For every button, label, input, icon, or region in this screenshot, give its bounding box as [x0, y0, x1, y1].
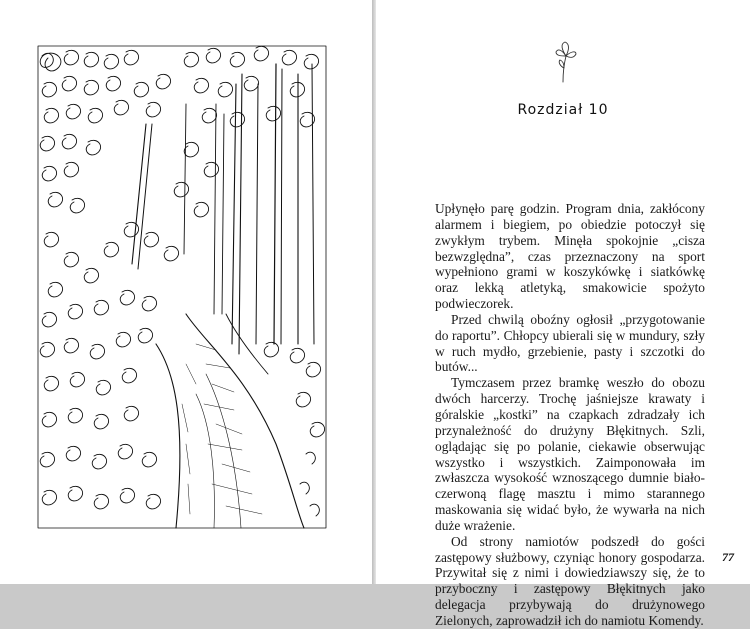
flower-icon: [552, 40, 578, 84]
chapter-title: Rozdział 10: [517, 102, 609, 118]
paragraph: Od strony namiotów podszedł do gości zastępowy służbowy, czyniąc honory gospodarza. Przywitał się z nimi i dowiedziawszy się, że to przyboczny i zastępowy Błękitnych jako delegacja przybywają do drużynowego Zielonych, zaprowadził ich do namiotu Komendy.: [435, 533, 705, 628]
forest-path-illustration: [36, 44, 328, 530]
paragraph: Upłynęło parę godzin. Program dnia, zakłócony alarmem i biegiem, po obiedzie potoczył się zwykłym trybem. Minęła spokojnie „cisza bezwzględna”, czas przeznaczony na sport wypełniono grami w koszykówkę i siatkówkę oraz lekką atletyką, smakowicie spożyto podwieczorek.: [435, 201, 705, 312]
chapter-body: [435, 201, 705, 629]
right-page: [376, 0, 750, 628]
left-page: [0, 0, 372, 584]
page-number: 77: [722, 550, 734, 564]
paragraph: Przed chwilą oboźny ogłosił „przygotowanie do raportu”. Chłopcy ubierali się w mundury, szły w ruch mydło, grzebienie, pasty i szczotki do butów...: [435, 311, 705, 375]
paragraph: Tymczasem przez bramkę weszło do obozu dwóch harcerzy. Trochę jaśniejsze krawaty i góralskie „kostki” na czapkach zdradzały ich przynależność do drużyny Błękitnych. Szli, oglądając się po polanie, ciekawie obserwując wszystko i wszystkich. Zaimponowała im zwłaszcza wysokość wznoszącego dumnie biało-czerwoną flagę masztu i mimo starannego maskowania się widać było, że wywarła na nich duże wrażenie.: [435, 375, 705, 533]
